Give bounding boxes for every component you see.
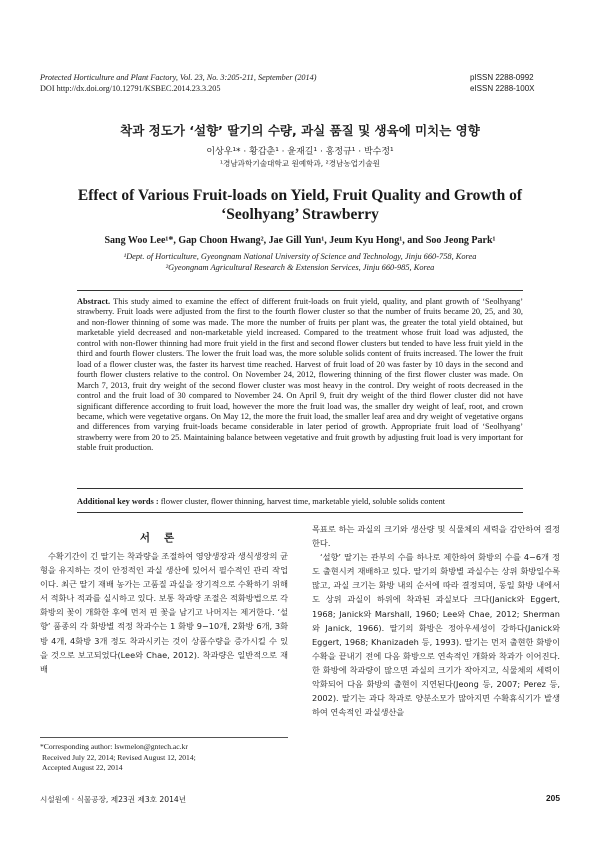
accepted-date: Accepted August 22, 2014: [42, 763, 123, 773]
received-dates: Received July 22, 2014; Revised August 12, 2014;: [42, 752, 196, 762]
footer-journal: 시설원예 · 식물공장, 제23권 제3호 2014년: [40, 795, 187, 804]
issn-block: [470, 72, 535, 94]
keywords: [77, 497, 523, 506]
abstract-top-rule: [77, 290, 523, 291]
footnote-rule: [40, 737, 288, 738]
keywords-label: Additional key words :: [77, 497, 159, 506]
keywords-bottom-rule: [77, 512, 523, 513]
page-number: 205: [546, 793, 560, 803]
english-affiliations: [40, 252, 560, 273]
body-paragraph: 목표로 하는 과실의 크기와 생산량 및 식물체의 세력을 감안하여 결정한다.: [312, 524, 560, 549]
affiliation-2: ²Gyeongnam Agricultural Research & Extension Services, Jinju 660-985, Korea: [165, 262, 435, 272]
english-authors: Sang Woo Lee¹*, Gap Choon Hwang², Jae Gill Yun¹, Jeum Kyu Hong¹, and Soo Jeong Park¹: [104, 235, 496, 246]
abstract-text: This study aimed to examine the effect of different fruit-loads on fruit yield, quality, and plant growth of ‘Seolhyang’ strawberry. Fruit loads were adjusted from the first to the fourth flower cluster so that the number of fruits became 20, 25, and 30, and non-flower thinning of some was made. The more the number of fruits per plant was, the greater the total yield obtained, but marketable yield decreased and non-marketable yield increased. Compared to the treatment whose fruit load was adjusted, the control with non-flower thinning had more fruit yield in the first and second flower clusters but tended to have less fruit yield in the third and fourth flower clusters. The lower the fruit load was, the more soluble solids content of fruits increased. The lower the fruit load of a flower cluster was, the faster its harvest time reached. Harvest of fruit load of 20 was faster by 10 days in the second and fourth flower clusters relative to the control. On November 24, 2012, flowering thinning of the first flower cluster was made. On March 7, 2013, fruit dry weight of the second flower cluster was most heavy in the control. Dry weight of roots decreased in the control and the fruit load of 30 compared to November 24. On April 9, fruit dry weight of the third flower cluster did not have significant difference according to fruit load, however the more the fruit load was, the smaller dry weight of leaf, root, and crown became, which were vegetative organs. On May 12, the more the fruit load, the smaller leaf area and dry weight of vegetative organs and differences from varying fruit-loads became considerable in later period of growth. Appropriate fruit load of ‘Seolhyang’ strawberry were from 20 to 25. Maintaining balance between vegetative and fruit growth by adjusting fruit load is very important for stable fruit production.: [77, 297, 524, 453]
pissn: pISSN 2288-0992: [470, 73, 534, 82]
keywords-text: flower cluster, flower thinning, harvest time, marketable yield, soluble solids content: [160, 497, 446, 506]
abstract-label: Abstract.: [77, 297, 111, 306]
corresponding-author: *Corresponding author: lswmelon@gntech.ac.kr: [40, 742, 188, 751]
doi-link[interactable]: DOI http://dx.doi.org/10.12791/KSBEC.2014.23.3.205: [40, 84, 221, 93]
korean-authors: 이상우¹* · 황갑춘¹ · 윤재길¹ · 홍정규¹ · 박수정¹: [206, 147, 394, 157]
footnote: [40, 742, 288, 774]
korean-title: 착과 정도가 ‘설향’ 딸기의 수량, 과실 품질 및 생육에 미치는 영향: [120, 123, 480, 138]
korean-affiliation: ¹경남과학기술대학교 원예학과, ²경남농업기술원: [219, 159, 381, 168]
eissn: eISSN 2288-100X: [470, 84, 535, 93]
english-title: [40, 186, 560, 224]
abstract: [77, 297, 523, 454]
english-title-line2: ‘Seolhyang’ Strawberry: [221, 206, 379, 223]
body-right-column: [312, 522, 560, 719]
journal-citation: Protected Horticulture and Plant Factory, Vol. 23, No. 3:205-211, September (2014): [40, 73, 317, 82]
body-left-column: [40, 549, 288, 676]
abstract-bottom-rule: [77, 488, 523, 489]
affiliation-1: ¹Dept. of Horticulture, Gyeongnam National University of Science and Technology, Jinju 660-758, Korea: [123, 252, 477, 261]
body-paragraph: ‘설향’ 딸기는 관부의 수를 하나로 제한하여 화방의 수를 4−6개 정도 출현시켜 재배하고 있다. 딸기의 화방별 과실수는 상위 화방일수록 많고, 과실 크기는 화방 내의 순서에 따라 결정되며, 동일 화방 내에서도 상위 과실이 하위에 착과된 과실보다 크다(Janick와 Eggert, 1968; Janick와 Marshall, 1960; Lee와 Chae, 2012; Sherman와 Janick, 1966). 딸기의 화방은 정아우세성이 강하다(Janick와 Eggert, 1968; Khanizadeh 등, 1993). 딸기는 먼저 출현한 화방이 수확을 끝내기 전에 다음 화방으로 연속적인 개화와 착과가 이어진다. 한 화방에 착과량이 많으면 과실의 크기가 작아지고, 식물체의 세력이 악화되어 다음 화방의 출현이 지연된다(Jeong 등, 2007; Perez 등, 2002). 딸기는 과다 착과로 양분소모가 많아지면 수확휴식기가 발생하여 연속적인 과실생산을: [312, 552, 560, 718]
english-title-line1: Effect of Various Fruit-loads on Yield, Fruit Quality and Growth of: [77, 187, 523, 204]
journal-header: [40, 72, 316, 94]
section-title-introduction: 서론: [139, 532, 189, 544]
body-paragraph: 수확기간이 긴 딸기는 착과량을 조절하여 영양생장과 생식생장의 균형을 유지하는 것이 안정적인 과실 생산에 있어서 필수적인 관리 작업이다. 최근 딸기 재배 농가는 고품질 과실을 장기적으로 수확하기 위해서 적화나 적과를 실시하고 있다. 보통 착과량 조절은 적화방법으로 각 화방의 꽃이 개화한 후에 먼저 핀 꽃을 남기고 나머지는 제거한다. ‘설향’ 품종의 각 화방별 적정 착과수는 1 화방 9−10개, 2화방 6개, 3화방 4개, 4화방 3개 정도 착과시키는 것이 상품수량을 증가시킬 수 있을 것으로 보고되었다(Lee와 Chae, 2012). 착과량은 일반적으로 재배: [40, 551, 288, 674]
